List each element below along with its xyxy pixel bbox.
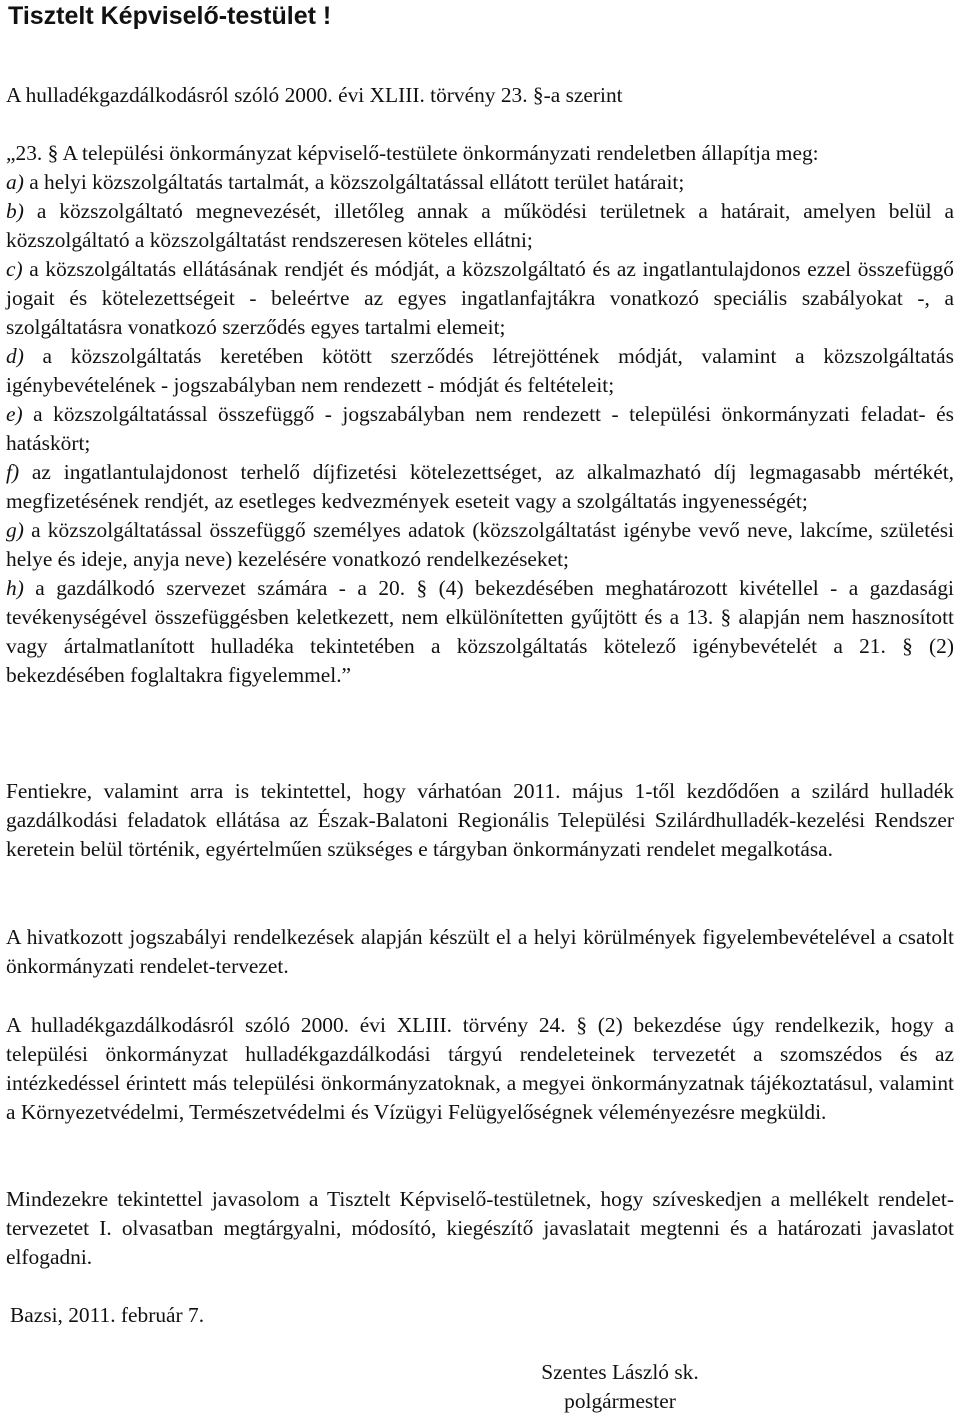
list-item-h: h) a gazdálkodó szervezet számára - a 20. § (4) bekezdésében meghatározott kivétellel - a gazdasági tevékenységével összefüggésben keletkezett, nem elkülönítetten gyűjtött és a 13. § alapján nem hasznosított vagy ártalmatlanított hulladéka tekintetében a közszolgáltatás kötelező igénybevételét a 21. § (2) bekezdésében foglaltakra figyelemmel.” — [6, 576, 954, 687]
paragraph-law-24: A hulladékgazdálkodásról szóló 2000. évi XLIII. törvény 24. § (2) bekezdése úgy rendelkezik, hogy a települési önkormányzat hulladékgazdálkodási tárgyú rendeleteinek tervezetét a szomszédos és az intézkedéssel érintett más települési önkormányzatoknak, a megyei önkormányzatnak tájékoztatásul, valamint a Környezetvédelmi, Természetvédelmi és Vízügyi Felügyelőségnek véleményezésre megküldi. — [6, 1013, 954, 1124]
date-line: Bazsi, 2011. február 7. — [10, 1303, 205, 1327]
list-item-c: c) a közszolgáltatás ellátásának rendjét és módját, a közszolgáltató és az ingatlantulajdonos ezzel összefüggő jogait és kötelezettségeit - beleértve az egyes ingatlanfajtákra vonatkozó speciális szabályokat -, a szolgáltatásra vonatkozó szerződés egyes tartalmi elemeit; — [6, 257, 954, 339]
intro-line: A hulladékgazdálkodásról szóló 2000. évi XLIII. törvény 23. §-a szerint — [6, 83, 623, 107]
list-item-g: g) a közszolgáltatással összefüggő személyes adatok (közszolgáltatást igénybe vevő neve, lakcíme, születési helye és ideje, anyja neve) kezelésére vonatkozó rendelkezéseket; — [6, 518, 954, 571]
paragraph-hivatkozott: A hivatkozott jogszabályi rendelkezések alapján készült el a helyi körülmények figyelembevételével a csatolt önkormányzati rendelet-tervezet. — [6, 925, 954, 978]
signature-name: Szentes László sk. — [541, 1360, 699, 1384]
paragraph-proposal: Mindezekre tekintettel javasolom a Tisztelt Képviselő-testületnek, hogy szíveskedjen a mellékelt rendelet-tervezetet I. olvasatban megtárgyalni, módosító, kiegészítő javaslatait megtenni és a határozati javaslatot elfogadni. — [6, 1187, 954, 1269]
quoted-section-23 — [6, 139, 954, 690]
list-item-b: b) a közszolgáltató megnevezését, illetőleg annak a működési területnek a határait, amelyen belül a közszolgáltató a közszolgáltatást rendszeresen köteles ellátni; — [6, 199, 954, 252]
list-item-a: a) a helyi közszolgáltatás tartalmát, a közszolgáltatással ellátott terület határait; — [6, 170, 685, 194]
list-item-d: d) a közszolgáltatás keretében kötött szerződés létrejöttének módját, valamint a közszolgáltatás igénybevételének - jogszabályban nem rendezett - módját és feltételeit; — [6, 344, 954, 397]
document-title: Tisztelt Képviselő-testület ! — [8, 2, 332, 30]
list-item-f: f) az ingatlantulajdonost terhelő díjfizetési kötelezettséget, az alkalmazható díj legmagasabb mértékét, megfizetésének rendjét, az esetleges kedvezmények eseteit vagy a szolgáltatás ingyenességét; — [6, 460, 954, 513]
list-item-e: e) a közszolgáltatással összefüggő - jogszabályban nem rendezett - települési önkormányzati feladat- és hatáskört; — [6, 402, 954, 455]
quote-opening: „23. § A települési önkormányzat képviselő-testülete önkormányzati rendeletben állapítja meg: — [6, 141, 819, 165]
paragraph-fentiekre: Fentiekre, valamint arra is tekintettel, hogy várhatóan 2011. május 1-től kezdődően a szilárd hulladék gazdálkodási feladatok ellátása az Észak-Balatoni Regionális Települési Szilárdhulladék-kezelési Rendszer keretein belül történik, egyértelműen szükséges e tárgyban önkormányzati rendelet megalkotása. — [6, 779, 954, 861]
signature-role: polgármester — [564, 1389, 676, 1413]
